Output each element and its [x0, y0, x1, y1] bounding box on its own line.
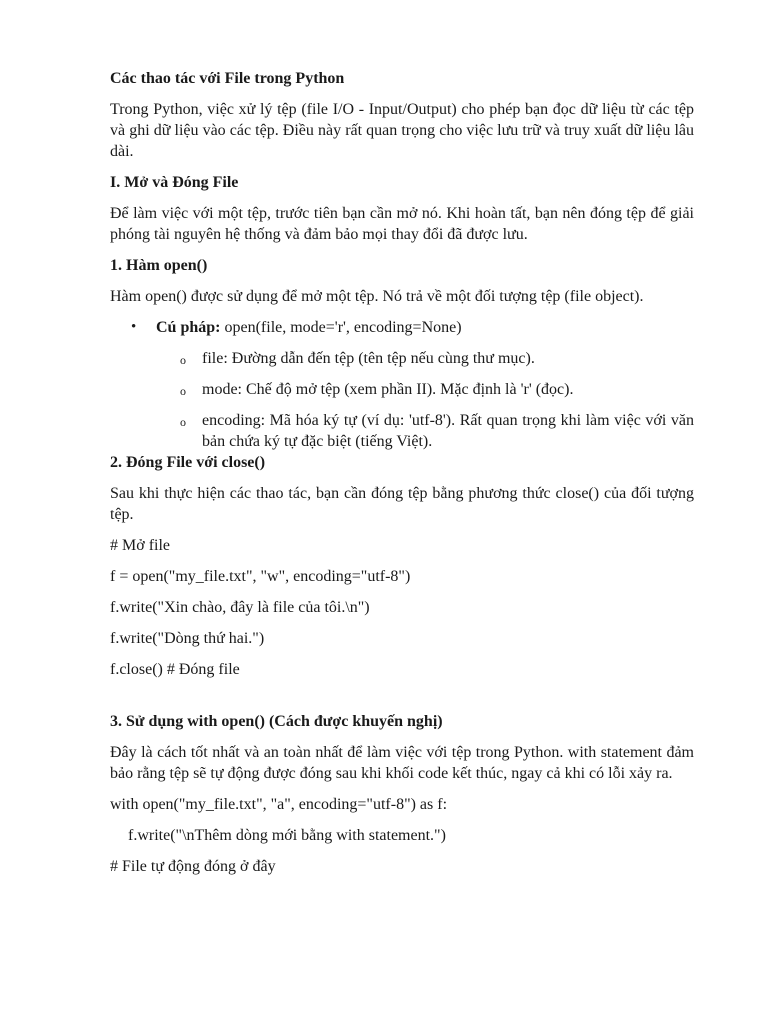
- code-line: with open("my_file.txt", "a", encoding="utf-8") as f:: [110, 796, 448, 813]
- with-heading: 3. Sử dụng with open() (Cách được khuyến nghị): [110, 713, 443, 730]
- code-line: f.write("Dòng thứ hai."): [110, 630, 265, 647]
- section-1-paragraph: Để làm việc với một tệp, trước tiên bạn cần mở nó. Khi hoàn tất, bạn nên đóng tệp để giải phóng tài nguyên hệ thống và đảm bảo mọi thay đổi đã được lưu.: [110, 205, 694, 243]
- close-paragraph: Sau khi thực hiện các thao tác, bạn cần đóng tệp bằng phương thức close() của đối tượng tệp.: [110, 485, 694, 523]
- close-heading: 2. Đóng File với close(): [110, 454, 266, 471]
- param-mode: o mode: Chế độ mở tệp (xem phần II). Mặc định là 'r' (đọc).: [156, 379, 694, 400]
- open-paragraph: Hàm open() được sử dụng để mở một tệp. Nó trả về một đối tượng tệp (file object).: [110, 288, 644, 305]
- code-line: # File tự động đóng ở đây: [110, 858, 276, 875]
- open-heading: 1. Hàm open(): [110, 257, 208, 274]
- code-line: f.write("\nThêm dòng mới bằng with statement."): [128, 827, 446, 844]
- code-line: f.write("Xin chào, đây là file của tôi.\n"): [110, 599, 370, 616]
- code-line: f = open("my_file.txt", "w", encoding="utf-8"): [110, 568, 411, 585]
- with-paragraph: Đây là cách tốt nhất và an toàn nhất để làm việc với tệp trong Python. with statement đảm bảo rằng tệp sẽ tự động được đóng sau khi khối code kết thúc, ngay cả khi có lỗi xảy ra.: [110, 744, 694, 782]
- intro-paragraph: Trong Python, việc xử lý tệp (file I/O - Input/Output) cho phép bạn đọc dữ liệu từ các tệp và ghi dữ liệu vào các tệp. Điều này rất quan trọng cho việc lưu trữ và truy xuất dữ liệu lâu dài.: [110, 101, 694, 160]
- code-line: f.close() # Đóng file: [110, 661, 240, 678]
- document-page: [110, 68, 694, 887]
- syntax-list: [110, 317, 694, 452]
- param-list: [156, 348, 694, 452]
- syntax-item: [110, 317, 694, 452]
- syntax-value: open(file, mode='r', encoding=None): [220, 319, 462, 336]
- blank-line: [110, 690, 694, 711]
- section-1-heading: I. Mở và Đóng File: [110, 174, 239, 191]
- param-file: o file: Đường dẫn đến tệp (tên tệp nếu cùng thư mục).: [156, 348, 694, 369]
- code-line: # Mở file: [110, 537, 171, 554]
- syntax-label: Cú pháp:: [156, 319, 221, 336]
- document-title: Các thao tác với File trong Python: [110, 70, 345, 87]
- param-encoding: o encoding: Mã hóa ký tự (ví dụ: 'utf-8'). Rất quan trọng khi làm việc với văn bản chứa ký tự đặc biệt (tiếng Việt).: [156, 410, 694, 452]
